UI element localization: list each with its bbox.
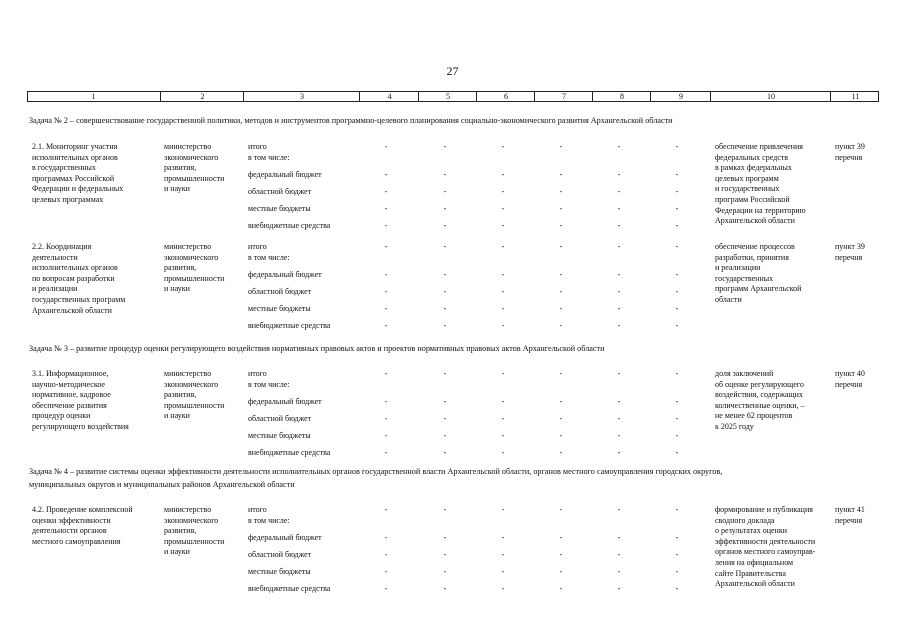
result-cell-line: федеральных средств <box>715 152 789 162</box>
empty-value-dash: - <box>675 414 679 423</box>
empty-value-dash: - <box>559 321 563 330</box>
result-cell <box>715 369 805 433</box>
result-cell-line: Федерации на территорию <box>715 205 806 215</box>
executor-cell <box>164 242 224 295</box>
empty-value-dash: - <box>559 187 563 196</box>
empty-value-dash: - <box>675 142 679 151</box>
empty-value-dash: - <box>675 304 679 313</box>
result-cell-line: доля заключений <box>715 369 774 378</box>
empty-value-dash: - <box>384 142 388 151</box>
empty-value-dash: - <box>501 170 505 179</box>
result-cell-line: воздействия, содержащих <box>715 390 803 400</box>
empty-value-dash: - <box>617 187 621 196</box>
event-cell-line: 4.2. Проведение комплексной <box>32 505 133 514</box>
event-cell-line: Архангельской области <box>32 305 112 315</box>
task-heading: Задача № 3 – развитие процедур оценки регулирующего воздействия нормативных правовых актов и проектов нормативных правовых актов Архангельской области <box>29 344 605 353</box>
empty-value-dash: - <box>501 550 505 559</box>
result-cell-line: Архангельской области <box>715 216 795 226</box>
result-cell-line: обеспечение процессов <box>715 242 795 251</box>
empty-value-dash: - <box>617 242 621 251</box>
empty-value-dash: - <box>675 567 679 576</box>
empty-value-dash: - <box>443 448 447 457</box>
financing-source-label: внебюджетные средства <box>248 584 331 593</box>
result-cell-line: и государственных <box>715 184 780 194</box>
empty-value-dash: - <box>384 221 388 230</box>
executor-cell <box>164 142 224 195</box>
empty-value-dash: - <box>617 287 621 296</box>
empty-value-dash: - <box>617 304 621 313</box>
reference-cell-line: пункт 41 <box>835 505 865 514</box>
empty-value-dash: - <box>384 321 388 330</box>
financing-source-label: федеральный бюджет <box>248 170 322 179</box>
empty-value-dash: - <box>443 142 447 151</box>
financing-source-label: итого <box>248 142 267 151</box>
empty-value-dash: - <box>617 505 621 514</box>
empty-value-dash: - <box>675 187 679 196</box>
financing-source-label: местные бюджеты <box>248 304 311 313</box>
executor-cell-line: развития, <box>164 163 197 173</box>
financing-source-label: в том числе: <box>248 253 290 262</box>
result-cell-line: программ Архангельской <box>715 284 802 294</box>
empty-value-dash: - <box>559 505 563 514</box>
executor-cell-line: и науки <box>164 184 190 194</box>
empty-value-dash: - <box>443 187 447 196</box>
empty-value-dash: - <box>501 187 505 196</box>
empty-value-dash: - <box>559 448 563 457</box>
empty-value-dash: - <box>559 170 563 179</box>
empty-value-dash: - <box>501 270 505 279</box>
event-cell-line: 2.1. Мониторинг участия <box>32 142 118 151</box>
result-cell-line: разработки, принятия <box>715 252 789 262</box>
empty-value-dash: - <box>501 448 505 457</box>
empty-value-dash: - <box>443 270 447 279</box>
column-number-6: 6 <box>476 92 535 101</box>
executor-cell-line: экономического <box>164 515 219 525</box>
reference-cell-line: пункт 39 <box>835 242 865 251</box>
task-heading-continued: муниципальных округов и муниципальных районов Архангельской области <box>29 480 295 489</box>
empty-value-dash: - <box>443 397 447 406</box>
empty-value-dash: - <box>501 204 505 213</box>
executor-cell-line: и науки <box>164 547 190 557</box>
reference-cell-line: перечня <box>835 252 863 262</box>
empty-value-dash: - <box>384 304 388 313</box>
empty-value-dash: - <box>384 369 388 378</box>
empty-value-dash: - <box>617 142 621 151</box>
empty-value-dash: - <box>559 287 563 296</box>
executor-cell-line: развития, <box>164 526 197 536</box>
executor-cell-line: министерство <box>164 142 212 151</box>
column-number-11: 11 <box>830 92 880 101</box>
event-cell-line: деятельности <box>32 252 78 262</box>
empty-value-dash: - <box>443 584 447 593</box>
empty-value-dash: - <box>559 270 563 279</box>
result-cell-line: области <box>715 294 742 304</box>
empty-value-dash: - <box>617 204 621 213</box>
empty-value-dash: - <box>443 221 447 230</box>
empty-value-dash: - <box>675 321 679 330</box>
empty-value-dash: - <box>559 533 563 542</box>
event-cell-line: нормативное, кадровое <box>32 390 111 400</box>
financing-source-label: местные бюджеты <box>248 204 311 213</box>
empty-value-dash: - <box>384 550 388 559</box>
empty-value-dash: - <box>617 397 621 406</box>
empty-value-dash: - <box>384 505 388 514</box>
empty-value-dash: - <box>443 242 447 251</box>
event-cell-line: оценки эффективности <box>32 515 111 525</box>
empty-value-dash: - <box>675 287 679 296</box>
result-cell-line: обеспечение привлечения <box>715 142 803 151</box>
empty-value-dash: - <box>384 414 388 423</box>
result-cell-line: к 2025 году <box>715 421 754 431</box>
task-heading: Задача № 4 – развитие системы оценки эффективности деятельности исполнительных органов государственной власти Архангельской области, органов местного самоуправления городских округов, <box>29 467 723 476</box>
executor-cell-line: экономического <box>164 379 219 389</box>
empty-value-dash: - <box>675 204 679 213</box>
empty-value-dash: - <box>675 242 679 251</box>
column-number-10: 10 <box>710 92 831 101</box>
financing-source-label: местные бюджеты <box>248 431 311 440</box>
result-cell-line: об оценке регулирующего <box>715 379 804 389</box>
empty-value-dash: - <box>384 397 388 406</box>
financing-source-label: в том числе: <box>248 380 290 389</box>
empty-value-dash: - <box>501 142 505 151</box>
financing-source-label: итого <box>248 505 267 514</box>
financing-source-label: в том числе: <box>248 516 290 525</box>
event-cell <box>32 242 125 316</box>
empty-value-dash: - <box>559 397 563 406</box>
reference-cell-line: перечня <box>835 515 863 525</box>
financing-source-label: федеральный бюджет <box>248 397 322 406</box>
empty-value-dash: - <box>675 448 679 457</box>
empty-value-dash: - <box>501 414 505 423</box>
financing-source-label: местные бюджеты <box>248 567 311 576</box>
empty-value-dash: - <box>675 170 679 179</box>
empty-value-dash: - <box>384 448 388 457</box>
empty-value-dash: - <box>501 369 505 378</box>
empty-value-dash: - <box>559 567 563 576</box>
executor-cell-line: министерство <box>164 242 212 251</box>
empty-value-dash: - <box>501 287 505 296</box>
empty-value-dash: - <box>443 431 447 440</box>
event-cell-line: по вопросам разработки <box>32 273 115 283</box>
executor-cell-line: промышленности <box>164 536 225 546</box>
financing-source-label: итого <box>248 369 267 378</box>
empty-value-dash: - <box>501 431 505 440</box>
result-cell-line: и реализации <box>715 263 761 273</box>
executor-cell-line: промышленности <box>164 400 225 410</box>
empty-value-dash: - <box>617 270 621 279</box>
event-cell-line: Федерации и федеральных <box>32 184 124 194</box>
empty-value-dash: - <box>443 567 447 576</box>
executor-cell-line: экономического <box>164 152 219 162</box>
empty-value-dash: - <box>384 533 388 542</box>
empty-value-dash: - <box>501 567 505 576</box>
empty-value-dash: - <box>443 414 447 423</box>
financing-source-label: областной бюджет <box>248 187 312 196</box>
empty-value-dash: - <box>675 221 679 230</box>
event-cell-line: регулирующего воздействия <box>32 421 129 431</box>
financing-source-label: внебюджетные средства <box>248 448 331 457</box>
result-cell-line: государственных <box>715 273 774 283</box>
result-cell-line: ления на официальном <box>715 557 794 567</box>
empty-value-dash: - <box>675 270 679 279</box>
empty-value-dash: - <box>443 304 447 313</box>
event-cell-line: программах Российской <box>32 173 115 183</box>
column-number-8: 8 <box>592 92 651 101</box>
task-heading: Задача № 2 – совершенствование государственной политики, методов и инструментов программно-целевого планирования социально-экономического развития Архангельской области <box>29 116 673 125</box>
result-cell-line: сайте Правительства <box>715 568 786 578</box>
column-number-5: 5 <box>418 92 477 101</box>
event-cell <box>32 142 123 206</box>
column-number-4: 4 <box>359 92 419 101</box>
result-cell-line: программ Российской <box>715 194 790 204</box>
result-cell-line: Архангельской области <box>715 579 795 589</box>
reference-cell <box>835 369 865 390</box>
empty-value-dash: - <box>384 287 388 296</box>
empty-value-dash: - <box>617 567 621 576</box>
empty-value-dash: - <box>501 397 505 406</box>
empty-value-dash: - <box>443 505 447 514</box>
financing-source-label: итого <box>248 242 267 251</box>
reference-cell <box>835 142 865 163</box>
event-cell-line: деятельности органов <box>32 526 107 536</box>
executor-cell-line: экономического <box>164 252 219 262</box>
empty-value-dash: - <box>675 505 679 514</box>
executor-cell-line: министерство <box>164 505 212 514</box>
event-cell <box>32 505 133 547</box>
result-cell-line: в рамках федеральных <box>715 163 792 173</box>
column-number-1: 1 <box>91 92 96 101</box>
empty-value-dash: - <box>384 187 388 196</box>
empty-value-dash: - <box>617 170 621 179</box>
table-column-header-row <box>27 91 879 102</box>
event-cell-line: исполнительных органов <box>32 152 118 162</box>
empty-value-dash: - <box>501 505 505 514</box>
reference-cell <box>835 505 865 526</box>
empty-value-dash: - <box>617 321 621 330</box>
empty-value-dash: - <box>675 397 679 406</box>
event-cell-line: научно-методическое <box>32 379 105 389</box>
empty-value-dash: - <box>617 414 621 423</box>
empty-value-dash: - <box>384 584 388 593</box>
executor-cell-line: развития, <box>164 390 197 400</box>
empty-value-dash: - <box>559 221 563 230</box>
empty-value-dash: - <box>559 414 563 423</box>
event-cell-line: в государственных <box>32 163 96 173</box>
result-cell-line: о результатах оценки <box>715 526 787 536</box>
executor-cell-line: министерство <box>164 369 212 378</box>
empty-value-dash: - <box>443 170 447 179</box>
executor-cell <box>164 369 224 422</box>
empty-value-dash: - <box>617 369 621 378</box>
empty-value-dash: - <box>443 533 447 542</box>
event-cell-line: государственных программ <box>32 294 126 304</box>
empty-value-dash: - <box>559 584 563 593</box>
result-cell <box>715 142 806 227</box>
event-cell-line: местного самоуправления <box>32 536 121 546</box>
executor-cell-line: и науки <box>164 284 190 294</box>
empty-value-dash: - <box>559 431 563 440</box>
empty-value-dash: - <box>384 170 388 179</box>
financing-source-label: областной бюджет <box>248 550 312 559</box>
reference-cell-line: пункт 40 <box>835 369 865 378</box>
empty-value-dash: - <box>559 242 563 251</box>
reference-cell <box>835 242 865 263</box>
empty-value-dash: - <box>675 584 679 593</box>
reference-cell-line: перечня <box>835 152 863 162</box>
empty-value-dash: - <box>443 369 447 378</box>
event-cell-line: целевых программах <box>32 194 104 204</box>
result-cell-line: целевых программ <box>715 173 779 183</box>
empty-value-dash: - <box>384 204 388 213</box>
reference-cell-line: перечня <box>835 379 863 389</box>
empty-value-dash: - <box>501 221 505 230</box>
event-cell-line: 2.2. Координация <box>32 242 92 251</box>
result-cell-line: формирование и публикация <box>715 505 813 514</box>
empty-value-dash: - <box>443 287 447 296</box>
empty-value-dash: - <box>617 550 621 559</box>
empty-value-dash: - <box>384 567 388 576</box>
empty-value-dash: - <box>617 448 621 457</box>
result-cell <box>715 505 815 590</box>
empty-value-dash: - <box>501 242 505 251</box>
financing-source-label: внебюджетные средства <box>248 321 331 330</box>
event-cell-line: процедур оценки <box>32 411 91 421</box>
executor-cell-line: и науки <box>164 411 190 421</box>
financing-source-label: федеральный бюджет <box>248 533 322 542</box>
page-number: 27 <box>446 64 459 78</box>
event-cell-line: исполнительных органов <box>32 263 118 273</box>
empty-value-dash: - <box>559 369 563 378</box>
event-cell-line: обеспечение развития <box>32 400 107 410</box>
column-number-2: 2 <box>160 92 244 101</box>
column-number-3: 3 <box>243 92 360 101</box>
column-number-7: 7 <box>534 92 593 101</box>
executor-cell-line: промышленности <box>164 173 225 183</box>
executor-cell-line: промышленности <box>164 273 225 283</box>
empty-value-dash: - <box>675 369 679 378</box>
result-cell-line: органов местного самоуправ- <box>715 547 816 557</box>
financing-source-label: в том числе: <box>248 153 290 162</box>
column-number-9: 9 <box>650 92 711 101</box>
financing-source-label: областной бюджет <box>248 287 312 296</box>
event-cell <box>32 369 129 433</box>
executor-cell-line: развития, <box>164 263 197 273</box>
empty-value-dash: - <box>501 304 505 313</box>
result-cell <box>715 242 801 306</box>
empty-value-dash: - <box>443 321 447 330</box>
result-cell-line: не менее 62 процентов <box>715 411 793 421</box>
result-cell-line: сводного доклада <box>715 515 775 525</box>
financing-source-label: областной бюджет <box>248 414 312 423</box>
empty-value-dash: - <box>617 431 621 440</box>
financing-source-label: внебюджетные средства <box>248 221 331 230</box>
empty-value-dash: - <box>384 270 388 279</box>
empty-value-dash: - <box>384 242 388 251</box>
reference-cell-line: пункт 39 <box>835 142 865 151</box>
empty-value-dash: - <box>443 550 447 559</box>
empty-value-dash: - <box>443 204 447 213</box>
empty-value-dash: - <box>559 142 563 151</box>
empty-value-dash: - <box>617 533 621 542</box>
empty-value-dash: - <box>501 321 505 330</box>
event-cell-line: и реализации <box>32 284 78 294</box>
empty-value-dash: - <box>559 550 563 559</box>
empty-value-dash: - <box>559 204 563 213</box>
empty-value-dash: - <box>501 584 505 593</box>
empty-value-dash: - <box>559 304 563 313</box>
empty-value-dash: - <box>501 533 505 542</box>
empty-value-dash: - <box>384 431 388 440</box>
empty-value-dash: - <box>617 584 621 593</box>
empty-value-dash: - <box>675 550 679 559</box>
executor-cell <box>164 505 224 558</box>
event-cell-line: 3.1. Информационное, <box>32 369 109 378</box>
financing-source-label: федеральный бюджет <box>248 270 322 279</box>
empty-value-dash: - <box>617 221 621 230</box>
result-cell-line: количественные оценки, – <box>715 400 805 410</box>
result-cell-line: эффективности деятельности <box>715 536 816 546</box>
empty-value-dash: - <box>675 431 679 440</box>
empty-value-dash: - <box>675 533 679 542</box>
